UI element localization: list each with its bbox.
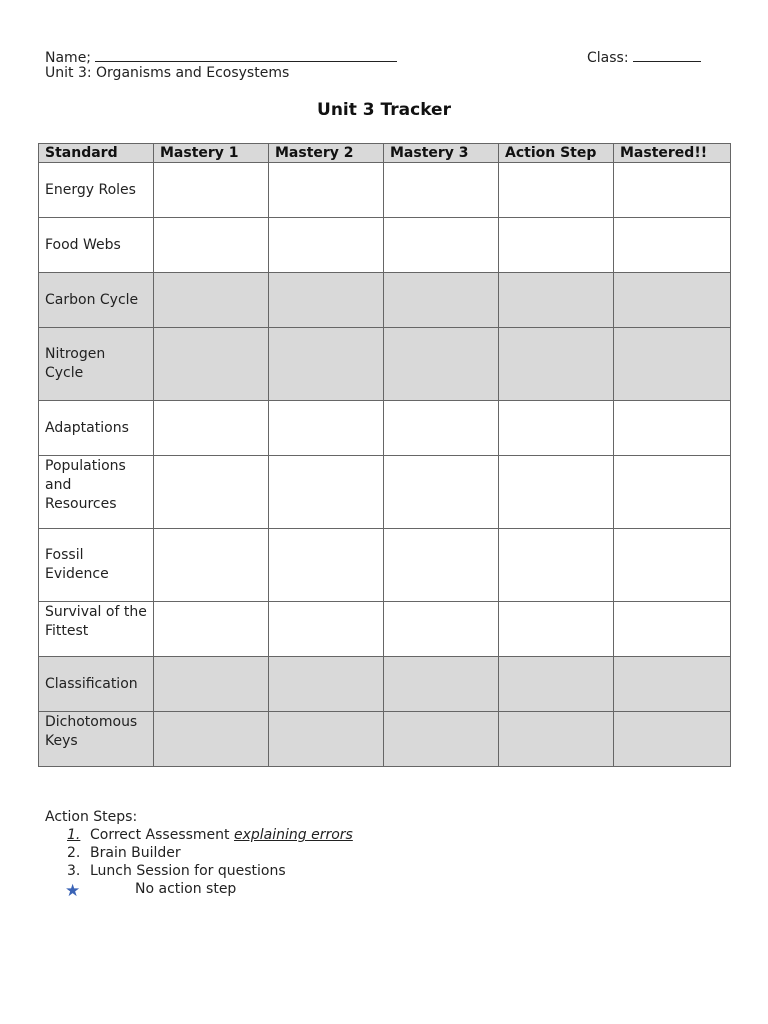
standard-cell: Dichotomous Keys [39,712,154,767]
action-step-cell[interactable] [499,218,614,273]
action-step-cell[interactable] [499,529,614,602]
standard-cell: Nitrogen Cycle [39,328,154,401]
standard-cell: Fossil Evidence [39,529,154,602]
mastery-3-cell[interactable] [384,218,499,273]
action-step-emphasis: explaining errors [233,827,353,843]
action-step-item [45,826,353,844]
mastery-2-cell[interactable] [269,529,384,602]
mastery-2-cell[interactable] [269,218,384,273]
table-row [39,602,731,657]
tracker-table [38,143,731,767]
class-label: Class: [587,50,629,66]
no-action-step-text: No action step [135,881,237,897]
action-step-cell[interactable] [499,328,614,401]
mastery-2-cell[interactable] [269,401,384,456]
action-step-cell[interactable] [499,712,614,767]
mastery-3-cell[interactable] [384,602,499,657]
star-icon: ★ [65,881,81,901]
standard-cell: Energy Roles [39,163,154,218]
action-step-text: Brain Builder [90,845,181,861]
mastery-1-cell[interactable] [154,657,269,712]
action-step-cell[interactable] [499,273,614,328]
mastery-3-cell[interactable] [384,328,499,401]
standard-cell: Populations and Resources [39,456,154,529]
mastery-1-cell[interactable] [154,712,269,767]
table-row [39,273,731,328]
page-title: Unit 3 Tracker [317,100,451,120]
name-blank[interactable] [95,47,397,62]
standard-cell: Food Webs [39,218,154,273]
class-line [587,47,701,66]
mastery-2-cell[interactable] [269,657,384,712]
standard-cell: Adaptations [39,401,154,456]
class-blank[interactable] [633,47,701,62]
action-step-cell[interactable] [499,657,614,712]
action-step-item [45,862,286,880]
action-step-label: Correct Assessment [90,827,234,843]
standard-cell: Survival of the Fittest [39,602,154,657]
standard-cell: Classification [39,657,154,712]
mastery-1-cell[interactable] [154,529,269,602]
mastered-cell[interactable] [614,456,731,529]
mastery-3-cell[interactable] [384,163,499,218]
action-steps-heading: Action Steps: [45,809,138,825]
action-step-cell[interactable] [499,401,614,456]
mastery-1-cell[interactable] [154,456,269,529]
mastered-cell[interactable] [614,712,731,767]
mastery-2-cell[interactable] [269,163,384,218]
no-action-step-item [45,880,237,901]
mastery-2-cell[interactable] [269,602,384,657]
mastery-1-cell[interactable] [154,602,269,657]
mastered-cell[interactable] [614,529,731,602]
table-row [39,456,731,529]
mastery-2-cell[interactable] [269,456,384,529]
table-row [39,529,731,602]
mastered-cell[interactable] [614,218,731,273]
mastery-2-cell[interactable] [269,328,384,401]
mastered-cell[interactable] [614,602,731,657]
mastery-3-cell[interactable] [384,273,499,328]
col-header-action-step: Action Step [499,144,614,163]
action-steps [45,808,353,901]
action-step-item [45,844,181,862]
mastery-3-cell[interactable] [384,712,499,767]
action-step-cell[interactable] [499,163,614,218]
mastery-3-cell[interactable] [384,401,499,456]
col-header-mastery-3: Mastery 3 [384,144,499,163]
mastery-2-cell[interactable] [269,712,384,767]
mastery-1-cell[interactable] [154,218,269,273]
mastery-3-cell[interactable] [384,657,499,712]
action-step-text: Lunch Session for questions [90,863,286,879]
name-label: Name; [45,50,92,66]
mastery-3-cell[interactable] [384,529,499,602]
mastered-cell[interactable] [614,273,731,328]
mastery-3-cell[interactable] [384,456,499,529]
table-row [39,218,731,273]
action-step-text [90,826,353,844]
table-row [39,163,731,218]
mastery-2-cell[interactable] [269,273,384,328]
mastered-cell[interactable] [614,401,731,456]
col-header-mastered: Mastered!! [614,144,731,163]
name-line [45,47,397,66]
mastery-1-cell[interactable] [154,273,269,328]
col-header-mastery-2: Mastery 2 [269,144,384,163]
mastered-cell[interactable] [614,657,731,712]
table-header-row [39,144,731,163]
mastery-1-cell[interactable] [154,163,269,218]
standard-cell: Carbon Cycle [39,273,154,328]
col-header-mastery-1: Mastery 1 [154,144,269,163]
table-row [39,712,731,767]
action-step-number: 1. [67,827,81,843]
table-row [39,657,731,712]
action-step-number: 2. [67,845,81,861]
mastered-cell[interactable] [614,163,731,218]
action-step-cell[interactable] [499,602,614,657]
mastery-1-cell[interactable] [154,328,269,401]
table-row [39,328,731,401]
table-row [39,401,731,456]
unit-line: Unit 3: Organisms and Ecosystems [45,65,290,81]
mastery-1-cell[interactable] [154,401,269,456]
col-header-standard: Standard [39,144,154,163]
mastered-cell[interactable] [614,328,731,401]
action-step-number: 3. [67,863,81,879]
action-step-cell[interactable] [499,456,614,529]
